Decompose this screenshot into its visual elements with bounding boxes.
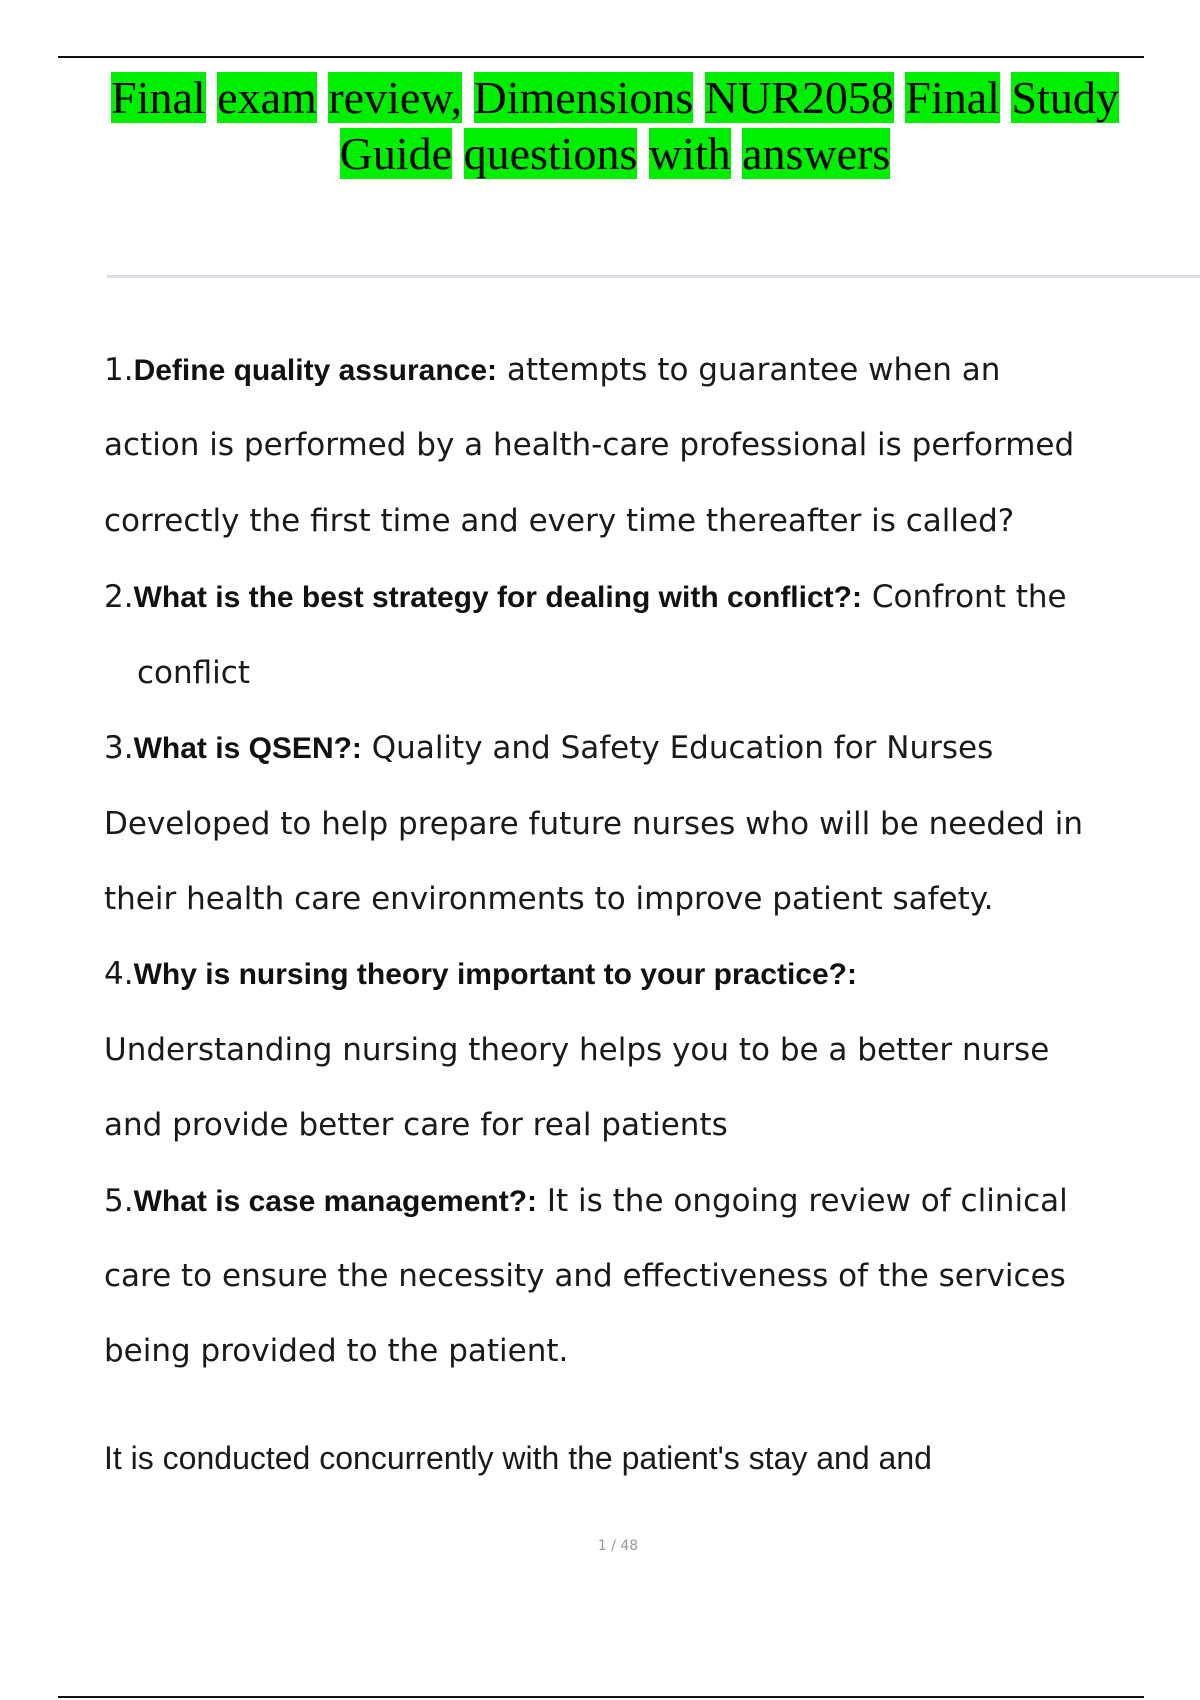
title-word: Final — [905, 72, 1000, 123]
item-number: 5. — [104, 1183, 134, 1219]
answer-line: care to ensure the necessity and effectiveness of the services — [104, 1258, 1066, 1294]
title-word: Final — [111, 72, 206, 123]
title-word: Guide — [339, 128, 453, 179]
document-title — [60, 70, 1170, 182]
qa-item-5-line-1 — [104, 1183, 1154, 1219]
bottom-rule — [58, 1696, 1144, 1698]
answer-text: It is the ongoing review of clinical — [537, 1183, 1068, 1219]
page-indicator: 1 / 48 — [597, 1538, 639, 1554]
answer-line: being provided to the patient. — [104, 1333, 569, 1369]
title-word: with — [648, 128, 731, 179]
top-rule — [58, 56, 1144, 58]
answer-line: their health care environments to improve patient safety. — [104, 881, 994, 917]
qa-item-2-line-1 — [104, 579, 1154, 615]
title-word: review, — [328, 72, 462, 123]
item-number: 2. — [104, 579, 134, 615]
item-number: 3. — [104, 730, 134, 766]
item-number: 4. — [104, 956, 134, 992]
qa-item-4-line-1 — [104, 956, 1154, 992]
question-text: What is the best strategy for dealing with conflict?: — [133, 581, 862, 614]
answer-text: Quality and Safety Education for Nurses — [361, 730, 994, 766]
title-word: answers — [742, 128, 891, 179]
answer-line: conflict — [137, 655, 250, 691]
answer-line: and provide better care for real patients — [104, 1107, 728, 1143]
title-word: NUR2058 — [704, 72, 894, 123]
question-text: Why is nursing theory important to your practice?: — [133, 958, 857, 991]
answer-line: correctly the first time and every time thereafter is called? — [104, 503, 1015, 539]
qa-item-3-line-1 — [104, 730, 1154, 766]
question-text: What is QSEN?: — [133, 732, 362, 765]
title-word: Study — [1011, 72, 1119, 123]
item-number: 1. — [104, 352, 134, 388]
title-word: Dimensions — [473, 72, 694, 123]
question-text: Define quality assurance: — [133, 354, 498, 387]
question-text: What is case management?: — [133, 1185, 538, 1218]
answer-text: attempts to guarantee when an — [497, 352, 1001, 388]
title-word: questions — [463, 128, 638, 179]
qa-item-1-line-1 — [104, 352, 1154, 388]
answer-line: Developed to help prepare future nurses who will be needed in — [104, 806, 1083, 842]
trailing-paragraph: It is conducted concurrently with the patient's stay and and — [104, 1440, 932, 1476]
section-divider — [107, 275, 1200, 278]
answer-text: Confront the — [861, 579, 1067, 615]
answer-line: action is performed by a health-care professional is performed — [104, 427, 1075, 463]
title-word: exam — [217, 72, 317, 123]
answer-line: Understanding nursing theory helps you to be a better nurse — [104, 1032, 1050, 1068]
